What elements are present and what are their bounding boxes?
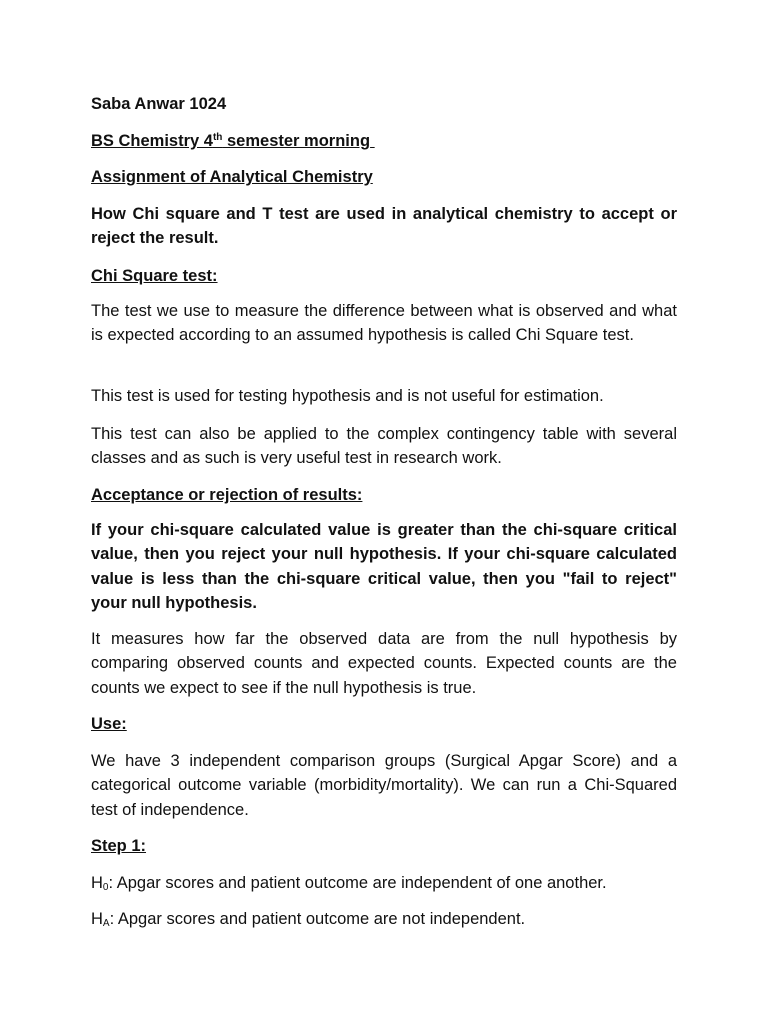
program-superscript: th bbox=[212, 132, 223, 143]
chi-square-hypothesis-note: This test is used for testing hypothesis and is not useful for estimation. bbox=[91, 387, 604, 405]
use-heading: Use: bbox=[91, 715, 127, 733]
h0-text: : Apgar scores and patient outcome are independent of one another. bbox=[108, 874, 607, 892]
program-line bbox=[91, 129, 375, 153]
acceptance-rule: If your chi-square calculated value is greater than the chi-square critical value, then you reject your null hypothesis. If your chi-square calculated value is less than the chi-square critical value, then you "fail to reject" your null hypothesis. bbox=[91, 521, 677, 612]
step1-heading: Step 1: bbox=[91, 837, 147, 855]
chi-square-definition: The test we use to measure the difference between what is observed and what is expected according to an assumed hypothesis is called Chi Square test. bbox=[91, 302, 677, 345]
program-suffix: semester morning bbox=[222, 132, 371, 150]
assignment-title: Assignment of Analytical Chemistry bbox=[91, 168, 373, 186]
h0-symbol: H bbox=[91, 874, 103, 892]
question-text: How Chi square and T test are used in analytical chemistry to accept or reject the result. bbox=[91, 205, 677, 248]
acceptance-explanation: It measures how far the observed data are from the null hypothesis by comparing observed counts and expected counts. Expected counts are the counts we expect to see if the null hypothesis is true. bbox=[91, 630, 677, 697]
null-hypothesis bbox=[91, 871, 607, 895]
alternative-hypothesis bbox=[91, 907, 525, 931]
acceptance-heading: Acceptance or rejection of results: bbox=[91, 486, 363, 504]
ha-subscript: A bbox=[102, 918, 110, 929]
ha-symbol: H bbox=[91, 910, 103, 928]
h0-subscript: 0 bbox=[102, 882, 109, 893]
chi-square-contingency-note: This test can also be applied to the complex contingency table with several classes and as such is very useful test in research work. bbox=[91, 425, 677, 468]
use-description: We have 3 independent comparison groups (Surgical Apgar Score) and a categorical outcome variable (morbidity/mortality). We can run a Chi-Squared test of independence. bbox=[91, 752, 677, 819]
program-prefix: BS Chemistry 4 bbox=[91, 132, 213, 150]
ha-text: : Apgar scores and patient outcome are not independent. bbox=[109, 910, 526, 928]
chi-square-heading: Chi Square test: bbox=[91, 267, 218, 285]
author-line: Saba Anwar 1024 bbox=[91, 95, 227, 113]
